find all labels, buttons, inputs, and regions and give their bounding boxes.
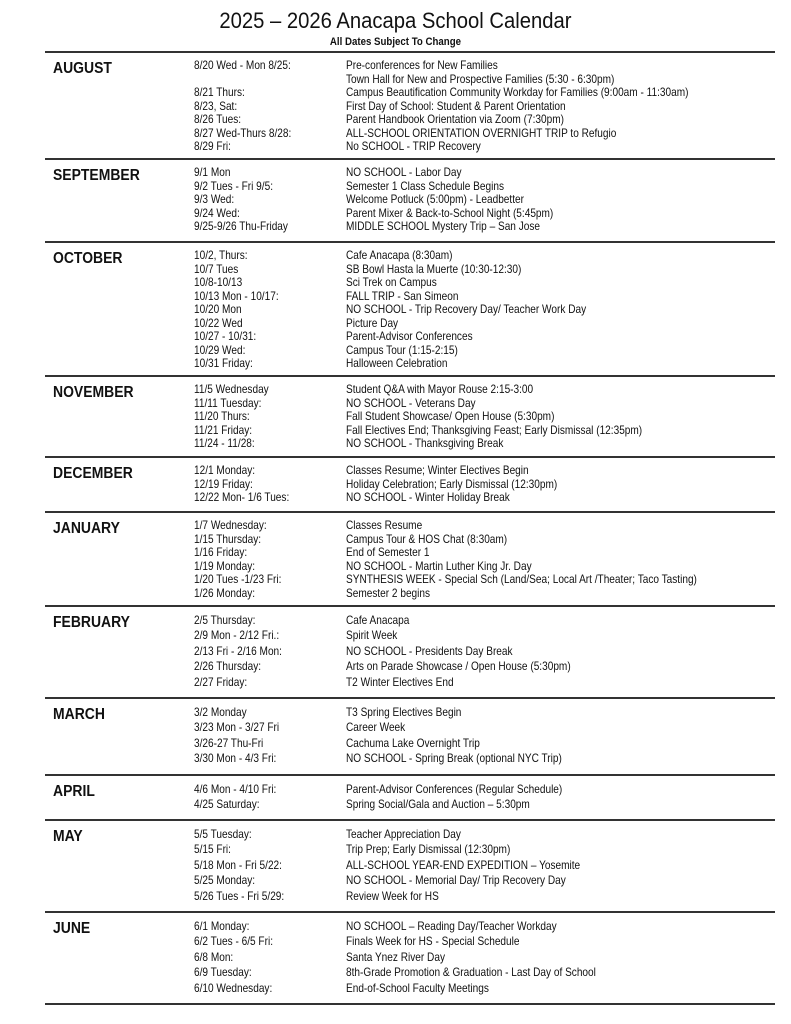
event-description: NO SCHOOL - Memorial Day/ Trip Recovery Day — [346, 873, 566, 888]
event-row — [45, 59, 775, 73]
event-description: Finals Week for HS - Special Schedule — [346, 934, 520, 949]
event-description: Fall Electives End; Thanksgiving Feast; Early Dismissal (12:35pm) — [346, 422, 643, 437]
event-row — [45, 100, 775, 114]
event-description: SB Bowl Hasta la Muerte (10:30-12:30) — [346, 261, 522, 276]
event-description: NO SCHOOL - Veterans Day — [346, 395, 476, 410]
event-list — [45, 519, 775, 600]
event-date: 1/20 Tues -1/23 Fri: — [194, 572, 282, 586]
event-date: 10/31 Friday: — [194, 356, 253, 370]
section-divider — [45, 1003, 775, 1005]
event-description: Semester 2 begins — [346, 585, 431, 600]
event-date: 10/27 - 10/31: — [194, 329, 257, 343]
event-row — [45, 613, 775, 628]
event-date: 5/25 Monday: — [194, 873, 256, 888]
event-date: 6/8 Mon: — [194, 949, 234, 964]
event-description: Cafe Anacapa (8:30am) — [346, 248, 453, 262]
event-row — [45, 628, 775, 643]
event-list — [45, 249, 775, 371]
event-date: 11/24 - 11/28: — [194, 436, 255, 450]
event-row — [45, 464, 775, 478]
event-description: 8th-Grade Promotion & Graduation - Last Day of School — [346, 965, 596, 980]
event-date: 1/19 Monday: — [194, 558, 256, 573]
event-row — [45, 965, 775, 980]
event-row — [45, 193, 775, 207]
event-row — [45, 858, 775, 873]
event-description: NO SCHOOL - Presidents Day Break — [346, 643, 513, 658]
event-row — [45, 263, 775, 277]
month-heading: SEPTEMBER — [53, 167, 140, 184]
event-date: 9/25-9/26 Thu-Friday — [194, 219, 288, 233]
event-description: Arts on Parade Showcase / Open House (5:30pm) — [346, 659, 571, 674]
event-date: 4/6 Mon - 4/10 Fri: — [194, 782, 277, 796]
event-description: First Day of School: Student & Parent Orientation — [346, 98, 566, 113]
event-date: 10/13 Mon - 10/17: — [194, 288, 279, 303]
event-date: 1/26 Monday: — [194, 585, 256, 600]
event-description: NO SCHOOL - Winter Holiday Break — [346, 490, 510, 504]
event-description: NO SCHOOL - Thanksgiving Break — [346, 436, 504, 450]
event-date: 10/2, Thurs: — [194, 248, 248, 262]
event-row — [45, 397, 775, 411]
event-row — [45, 491, 775, 505]
event-date: 5/18 Mon - Fri 5/22: — [194, 857, 282, 872]
event-row — [45, 357, 775, 371]
event-date: 5/5 Tuesday: — [194, 827, 252, 841]
event-description: Campus Tour & HOS Chat (8:30am) — [346, 531, 508, 546]
event-date: 11/5 Wednesday — [194, 382, 269, 396]
event-row — [45, 140, 775, 154]
event-row — [45, 587, 775, 601]
event-description: Teacher Appreciation Day — [346, 827, 461, 841]
month-heading: OCTOBER — [53, 250, 123, 267]
event-date: 10/8-10/13 — [194, 275, 243, 289]
event-row — [45, 276, 775, 290]
event-row — [45, 827, 775, 842]
event-description: Parent Handbook Orientation via Zoom (7:30pm) — [346, 112, 564, 126]
event-date: 12/19 Friday: — [194, 476, 253, 491]
event-description: Campus Beautification Community Workday for Families (9:00am - 11:30am) — [346, 85, 689, 99]
event-row — [45, 437, 775, 451]
event-row — [45, 675, 775, 690]
event-description: Spring Social/Gala and Auction – 5:30pm — [346, 797, 530, 812]
event-description: Welcome Potluck (5:00pm) - Leadbetter — [346, 192, 524, 206]
month-heading: AUGUST — [53, 60, 112, 77]
event-row — [45, 950, 775, 965]
event-date: 2/13 Fri - 2/16 Mon: — [194, 643, 282, 658]
section-divider — [45, 241, 775, 243]
section-divider — [45, 51, 775, 53]
event-row — [45, 533, 775, 547]
event-date: 5/26 Tues - Fri 5/29: — [194, 888, 285, 903]
event-row — [45, 383, 775, 397]
event-row — [45, 317, 775, 331]
event-description: Town Hall for New and Prospective Families (5:30 - 6:30pm) — [346, 71, 615, 86]
event-row — [45, 249, 775, 263]
event-row — [45, 127, 775, 141]
event-row — [45, 573, 775, 587]
event-date: 10/29 Wed: — [194, 342, 246, 357]
event-date: 8/29 Fri: — [194, 139, 231, 153]
event-description: Cachuma Lake Overnight Trip — [346, 735, 480, 750]
event-row — [45, 303, 775, 317]
month-heading: DECEMBER — [53, 465, 133, 482]
event-row — [45, 659, 775, 674]
event-date: 11/21 Friday: — [194, 422, 253, 437]
section-divider — [45, 774, 775, 776]
event-description: Fall Student Showcase/ Open House (5:30pm) — [346, 409, 555, 423]
event-row — [45, 842, 775, 857]
event-date: 2/5 Thursday: — [194, 613, 256, 627]
event-description: Parent Mixer & Back-to-School Night (5:45pm) — [346, 205, 554, 220]
event-row — [45, 736, 775, 751]
event-date: 5/15 Fri: — [194, 842, 231, 857]
event-row — [45, 782, 775, 797]
event-description: End of Semester 1 — [346, 545, 430, 559]
event-description: Semester 1 Class Schedule Begins — [346, 178, 505, 193]
month-heading: MARCH — [53, 706, 105, 723]
event-date: 6/9 Tuesday: — [194, 965, 252, 980]
event-description: Holiday Celebration; Early Dismissal (12:30pm) — [346, 476, 558, 491]
event-description: NO SCHOOL - Labor Day — [346, 165, 462, 179]
event-list — [45, 827, 775, 904]
event-date: 12/22 Mon- 1/6 Tues: — [194, 490, 290, 504]
event-date: 11/11 Tuesday: — [194, 395, 262, 410]
event-date: 9/2 Tues - Fri 9/5: — [194, 178, 273, 193]
event-description: Santa Ynez River Day — [346, 949, 445, 964]
event-description: Cafe Anacapa — [346, 613, 410, 627]
event-date: 10/22 Wed — [194, 315, 243, 330]
event-date: 2/27 Friday: — [194, 674, 248, 689]
event-date: 12/1 Monday: — [194, 463, 256, 477]
event-description: Parent-Advisor Conferences — [346, 329, 473, 343]
event-description: NO SCHOOL - Trip Recovery Day/ Teacher Work Day — [346, 302, 587, 316]
title-text: 2025 – 2026 Anacapa School Calendar — [219, 8, 572, 33]
event-row — [45, 180, 775, 194]
event-date: 6/10 Wednesday: — [194, 980, 273, 995]
event-description: Career Week — [346, 720, 406, 735]
section-divider — [45, 511, 775, 513]
event-description: Picture Day — [346, 315, 399, 330]
page-title — [0, 8, 791, 34]
event-list — [45, 782, 775, 813]
event-date: 3/30 Mon - 4/3 Fri: — [194, 751, 277, 766]
event-row — [45, 981, 775, 996]
event-row — [45, 560, 775, 574]
month-heading: MAY — [53, 828, 83, 845]
section-divider — [45, 158, 775, 160]
event-description: Sci Trek on Campus — [346, 275, 437, 289]
event-row — [45, 73, 775, 87]
event-date: 8/26 Tues: — [194, 112, 242, 126]
event-row — [45, 720, 775, 735]
section-divider — [45, 819, 775, 821]
event-description: End-of-School Faculty Meetings — [346, 980, 489, 995]
event-description: T2 Winter Electives End — [346, 674, 454, 689]
event-list — [45, 919, 775, 996]
event-row — [45, 424, 775, 438]
event-date: 3/23 Mon - 3/27 Fri — [194, 720, 280, 735]
event-row — [45, 113, 775, 127]
month-heading: JUNE — [53, 920, 91, 937]
event-date: 9/1 Mon — [194, 165, 231, 179]
event-date: 8/27 Wed-Thurs 8/28: — [194, 125, 292, 140]
event-description: Pre-conferences for New Families — [346, 58, 498, 72]
event-row — [45, 410, 775, 424]
section-divider — [45, 375, 775, 377]
event-row — [45, 889, 775, 904]
event-row — [45, 519, 775, 533]
event-row — [45, 644, 775, 659]
subtitle — [0, 36, 791, 48]
event-row — [45, 478, 775, 492]
event-list — [45, 166, 775, 234]
month-heading: JANUARY — [53, 520, 120, 537]
event-description: Campus Tour (1:15-2:15) — [346, 342, 458, 357]
event-row — [45, 344, 775, 358]
event-description: Classes Resume; Winter Electives Begin — [346, 463, 529, 477]
event-date: 2/26 Thursday: — [194, 659, 262, 674]
month-heading: APRIL — [53, 783, 95, 800]
event-description: SYNTHESIS WEEK - Special Sch (Land/Sea; Local Art /Theater; Taco Tasting) — [346, 572, 697, 586]
event-description: No SCHOOL - TRIP Recovery — [346, 139, 481, 153]
event-description: MIDDLE SCHOOL Mystery Trip – San Jose — [346, 219, 541, 233]
event-row — [45, 207, 775, 221]
event-date: 1/7 Wednesday: — [194, 518, 267, 532]
event-row — [45, 873, 775, 888]
section-divider — [45, 911, 775, 913]
section-divider — [45, 456, 775, 458]
event-description: Student Q&A with Mayor Rouse 2:15-3:00 — [346, 382, 534, 396]
event-description: Parent-Advisor Conferences (Regular Schedule) — [346, 782, 563, 796]
event-date: 3/26-27 Thu-Fri — [194, 735, 264, 750]
event-list — [45, 705, 775, 767]
event-description: Trip Prep; Early Dismissal (12:30pm) — [346, 842, 511, 857]
event-description: Classes Resume — [346, 518, 423, 532]
event-row — [45, 934, 775, 949]
month-heading: FEBRUARY — [53, 614, 130, 631]
event-description: Spirit Week — [346, 628, 398, 643]
event-date: 6/1 Monday: — [194, 919, 250, 933]
event-date: 1/15 Thursday: — [194, 531, 262, 546]
event-date: 2/9 Mon - 2/12 Fri.: — [194, 628, 280, 643]
event-row — [45, 919, 775, 934]
event-date: 9/3 Wed: — [194, 192, 235, 206]
event-description: ALL-SCHOOL YEAR-END EXPEDITION – Yosemite — [346, 857, 581, 872]
section-divider — [45, 605, 775, 607]
event-description: NO SCHOOL - Spring Break (optional NYC Trip) — [346, 751, 562, 766]
event-row — [45, 546, 775, 560]
event-date: 10/7 Tues — [194, 261, 239, 276]
event-date: 4/25 Saturday: — [194, 797, 260, 812]
event-row — [45, 330, 775, 344]
event-description: NO SCHOOL - Martin Luther King Jr. Day — [346, 558, 532, 573]
event-row — [45, 220, 775, 234]
event-description: Halloween Celebration — [346, 356, 448, 370]
event-row — [45, 705, 775, 720]
event-description: T3 Spring Electives Begin — [346, 705, 462, 719]
event-description: ALL-SCHOOL ORIENTATION OVERNIGHT TRIP to Refugio — [346, 125, 617, 140]
month-heading: NOVEMBER — [53, 384, 134, 401]
event-date: 11/20 Thurs: — [194, 409, 250, 423]
event-date: 9/24 Wed: — [194, 205, 240, 220]
event-date: 6/2 Tues - 6/5 Fri: — [194, 934, 273, 949]
event-date: 10/20 Mon — [194, 302, 242, 316]
event-description: NO SCHOOL – Reading Day/Teacher Workday — [346, 919, 557, 933]
event-list — [45, 383, 775, 451]
event-description: FALL TRIP - San Simeon — [346, 288, 459, 303]
event-list — [45, 613, 775, 690]
event-date: 8/21 Thurs: — [194, 85, 245, 99]
section-divider — [45, 697, 775, 699]
subtitle-text: All Dates Subject To Change — [329, 36, 462, 48]
event-list — [45, 59, 775, 154]
event-date: 1/16 Friday: — [194, 545, 248, 559]
event-description: Review Week for HS — [346, 888, 439, 903]
event-row — [45, 797, 775, 812]
event-date: 8/23, Sat: — [194, 98, 238, 113]
event-row — [45, 166, 775, 180]
event-row — [45, 86, 775, 100]
event-list — [45, 464, 775, 505]
event-date: 3/2 Monday — [194, 705, 247, 719]
event-row — [45, 751, 775, 766]
event-row — [45, 290, 775, 304]
event-date: 8/20 Wed - Mon 8/25: — [194, 58, 291, 72]
